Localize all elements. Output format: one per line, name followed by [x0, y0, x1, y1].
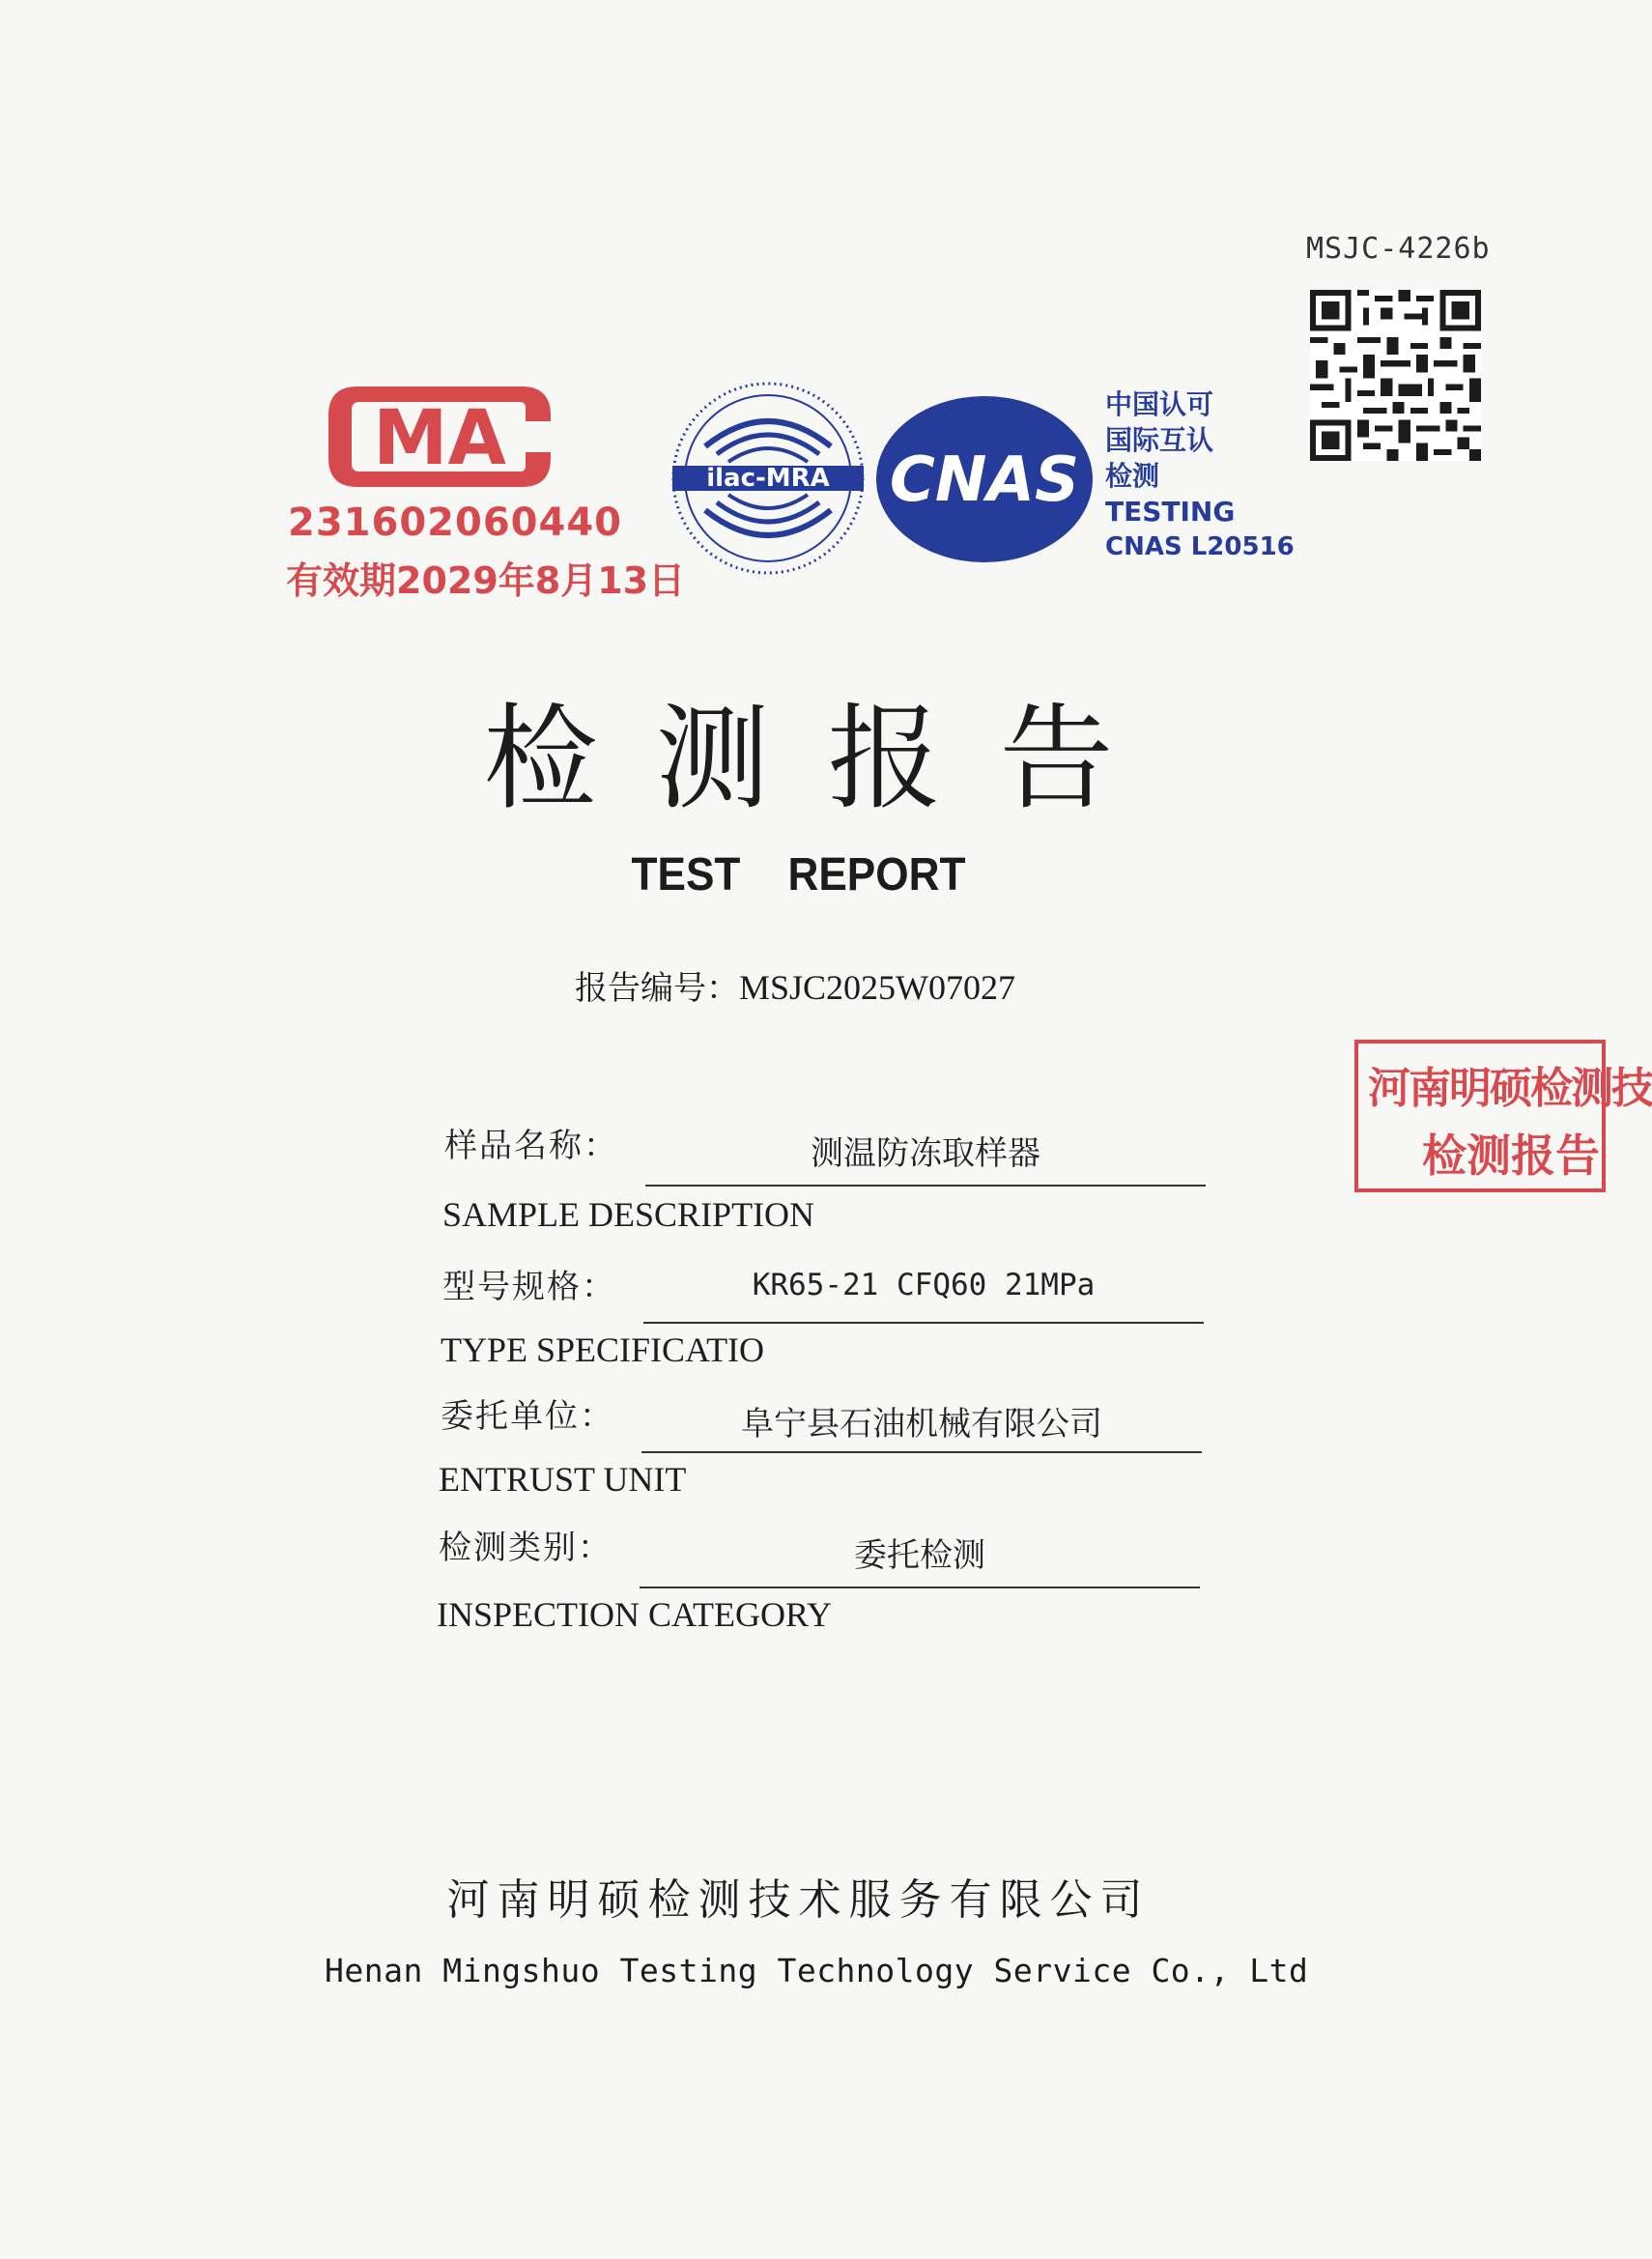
- cnas-logo-icon: [871, 392, 1097, 566]
- inspection-category-label: 检测类别：: [439, 1529, 612, 1567]
- stamp-line-2: 检测报告: [1422, 1130, 1600, 1182]
- report-title-en: TEST REPORT: [631, 849, 966, 901]
- ilac-text: ilac-MRA: [706, 464, 830, 493]
- cnas-logo-text: CNAS: [889, 444, 1080, 516]
- inspection-category-underline: [640, 1587, 1200, 1588]
- entrust-unit-label-en: ENTRUST UNIT: [439, 1460, 687, 1499]
- cma-badge-text: MA: [373, 395, 506, 482]
- sample-name-value: 测温防冻取样器: [811, 1134, 1040, 1173]
- report-number-label: 报告编号：: [575, 969, 739, 1008]
- ilac-mra-logo-icon: [667, 377, 869, 580]
- form-code: MSJC-4226b: [1306, 232, 1491, 266]
- type-spec-label-en: TYPE SPECIFICATIO: [441, 1330, 765, 1369]
- cnas-line-2: 国际互认: [1105, 424, 1214, 456]
- entrust-unit-value: 阜宁县石油机械有限公司: [741, 1405, 1102, 1444]
- sample-name-label-en: SAMPLE DESCRIPTION: [442, 1195, 815, 1234]
- cma-validity: 有效期2029年8月13日: [286, 559, 686, 602]
- cnas-accreditation-text: [1105, 386, 1295, 565]
- company-seal-stamp: [1354, 1040, 1652, 1192]
- report-title-cn: 检测报告: [483, 692, 1172, 825]
- stamp-line-1: 河南明硕检测技: [1368, 1064, 1652, 1113]
- inspection-category-value: 委托检测: [854, 1536, 985, 1575]
- entrust-unit-label: 委托单位：: [441, 1397, 614, 1436]
- cma-seal-icon: [319, 379, 560, 495]
- cnas-line-4: TESTING: [1105, 496, 1236, 528]
- type-spec-value: KR65-21 CFQ60 21MPa: [752, 1268, 1096, 1302]
- inspection-category-label-en: INSPECTION CATEGORY: [437, 1595, 833, 1634]
- cnas-line-5: CNAS L20516: [1105, 532, 1295, 561]
- sample-name-underline: [645, 1185, 1206, 1187]
- entrust-unit-underline: [641, 1451, 1202, 1453]
- sample-name-label: 样品名称：: [444, 1127, 618, 1165]
- company-name-cn: 河南明硕检测技术服务有限公司: [446, 1875, 1151, 1925]
- cnas-line-3: 检测: [1105, 460, 1160, 492]
- cnas-line-1: 中国认可: [1105, 388, 1214, 420]
- company-name-en: Henan Mingshuo Testing Technology Service Co., Ltd: [325, 1952, 1309, 1989]
- report-number: [575, 961, 1015, 1009]
- type-spec-label: 型号规格：: [442, 1268, 616, 1306]
- cma-number: 231602060440: [288, 500, 622, 545]
- type-spec-underline: [643, 1322, 1204, 1324]
- report-number-value: MSJC2025W07027: [739, 968, 1016, 1007]
- qr-code-icon[interactable]: [1310, 290, 1481, 461]
